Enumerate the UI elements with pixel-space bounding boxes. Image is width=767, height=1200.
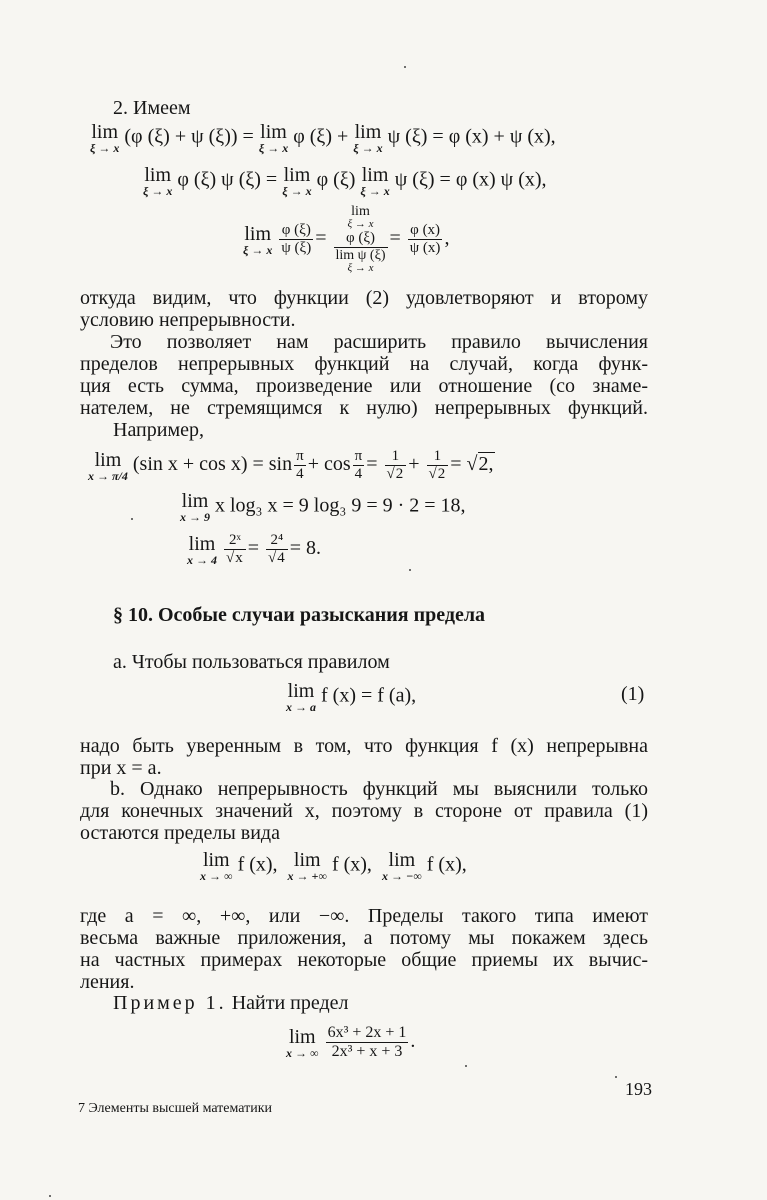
example-log: lim x → 9 x log₃ x = 9 log₃ 9 = 9 · 2 = 18, — [180, 490, 466, 524]
example-word: Например, — [113, 419, 204, 441]
page-number: 193 — [625, 1079, 652, 1099]
scan-speck — [465, 1065, 467, 1067]
scan-speck — [49, 1195, 51, 1197]
section-intro: 2. Имеем — [113, 97, 191, 119]
item-a-intro: a. Чтобы пользоваться правилом — [113, 651, 390, 673]
equation-sum: lim ξ → x (φ (ξ) + ψ (ξ)) = lim ξ → x φ (ξ) + lim ξ → x ψ (ξ) = φ (x) + ψ (x), — [90, 121, 556, 155]
scan-speck — [615, 1076, 617, 1078]
scan-speck — [131, 518, 133, 520]
paragraph-item-b: b. Однако непрерывность функций мы выяснили только для конечных значений x, поэтому в стороне от правила (1) остаются пределы вида — [80, 778, 648, 844]
paragraph-continuity: надо быть уверенным в том, что функция f (x) непрерывна при x = a. — [80, 735, 648, 779]
section-heading: § 10. Особые случаи разыскания предела — [113, 604, 486, 626]
footer-signature: 7 Элементы высшей математики — [78, 1101, 273, 1116]
scan-speck — [404, 66, 406, 68]
example-trig: lim x → π/4 (sin x + cos x) = sin $\frac{\pi}{4}$ + cos $\frac{\pi}{4}$ = $\frac{1}{√2}$ + $\frac{1}{√2}$ = √2, — [88, 448, 494, 483]
scan-speck — [409, 569, 411, 571]
example-1-line — [113, 992, 349, 1014]
equation-product: lim ξ → x φ (ξ) ψ (ξ) = lim ξ → x φ (ξ) lim ξ → x ψ (ξ) = φ (x) ψ (x), — [143, 164, 547, 198]
example-1-label: Пример 1. — [113, 992, 227, 1014]
limits-at-infinity: lim x → ∞ f (x), lim x → +∞ f (x), lim x → −∞ f (x), — [200, 849, 467, 883]
equation-example-1: lim x → ∞ $\frac{\text{6x³ + 2x + 1}}{\text{2x³ + x + 3}}$ . — [286, 1024, 416, 1060]
paragraph-conclusion: откуда видим, что функции (2) удовлетворяют и второму условию непрерывности. — [80, 287, 648, 331]
equation-quotient: lim ξ → x $\frac{\varphi (\xi)}{\psi (\xi)}$ = lim ξ → x φ (ξ) lim ψ (ξ) ξ → x = $\frac{\varphi (x)}{\psi (x)}$ , — [243, 204, 450, 274]
example-power: lim x → 4 $\frac{\text{2ˣ}}{√x}$ = $\frac{\text{2⁴}}{√4}$ = 8. — [187, 532, 322, 567]
paragraph-applications: где a = ∞, +∞, или −∞. Пределы такого типа имеют весьма важные приложения, а потому мы покажем здесь на частных примерах некоторые общие приемы их вычис- ления. — [80, 905, 648, 993]
limit-operator: lim ξ → x — [90, 121, 120, 155]
example-1-text: Найти предел — [231, 992, 349, 1014]
equation-rule: lim x → a f (x) = f (a), — [286, 680, 417, 714]
paragraph-extension: Это позволяет нам расширить правило вычисления пределов непрерывных функций на случай, когда функ- ция есть сумма, произведение или отношение (со знаме- нателем, не стремящимся к нулю) непрерывных функций. — [80, 331, 648, 419]
equation-number: (1) — [621, 683, 645, 705]
